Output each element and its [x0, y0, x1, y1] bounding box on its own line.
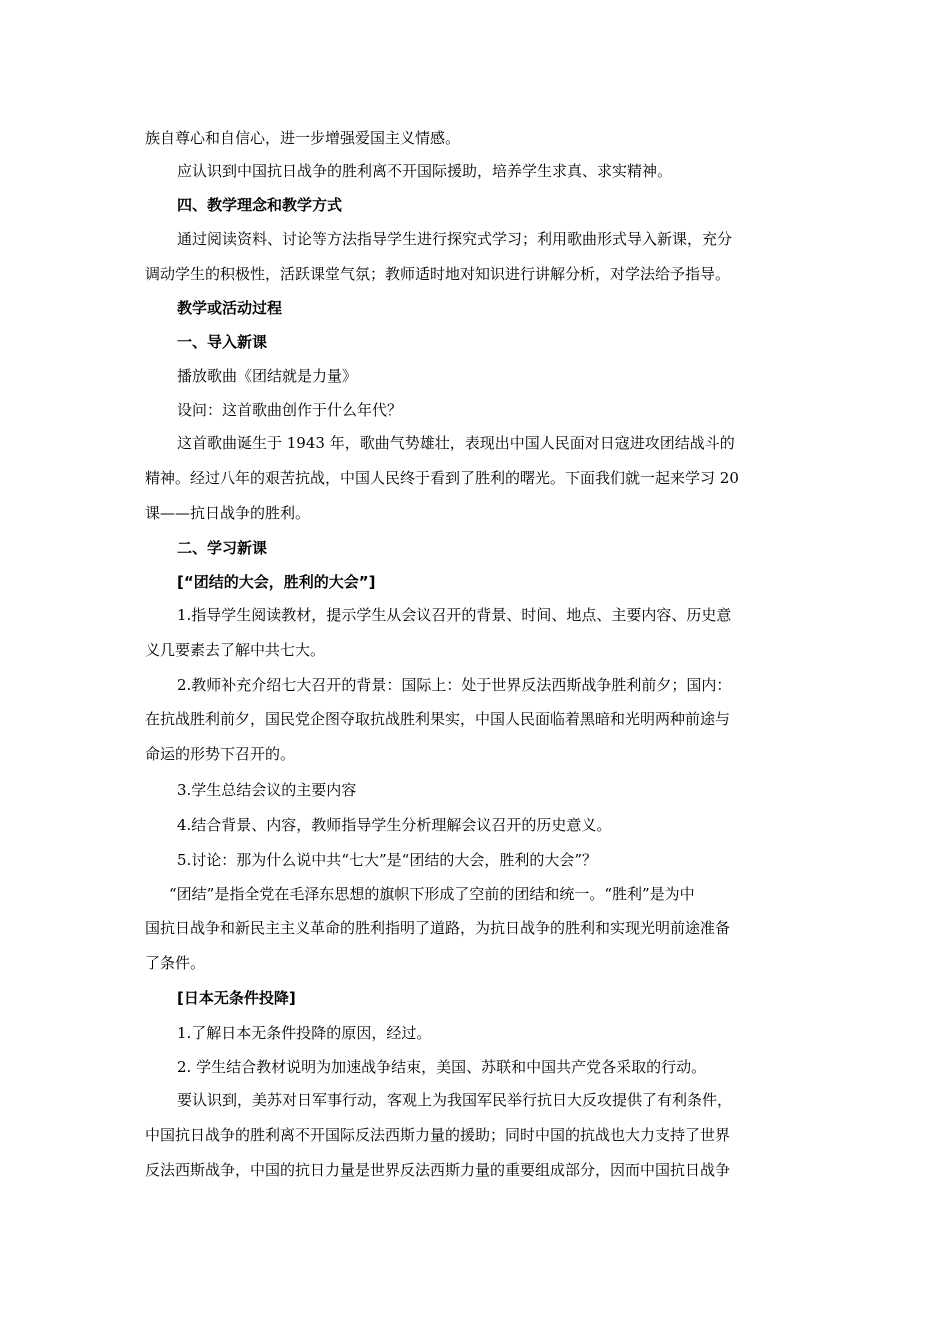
- text-line: 设问：这首歌曲创作于什么年代？: [177, 401, 403, 419]
- text-line: “团结”是指全党在毛泽东思想的旗帜下形成了空前的团结和统一。“胜利”是为中: [169, 885, 695, 903]
- text-line: 调动学生的积极性，活跃课堂气氛；教师适时地对知识进行讲解分析，对学法给予指导。: [145, 265, 731, 283]
- text-line: 命运的形势下召开的。: [145, 745, 296, 763]
- text-line: 3.学生总结会议的主要内容: [177, 781, 357, 799]
- text-line: 义几要素去了解中共七大。: [145, 641, 326, 659]
- text-line: 1.指导学生阅读教材，提示学生从会议召开的背景、时间、地点、主要内容、历史意: [177, 606, 732, 624]
- subsection-heading: [“团结的大会，胜利的大会”]: [177, 573, 376, 591]
- text-line: 国抗日战争和新民主主义革命的胜利指明了道路，为抗日战争的胜利和实现光明前途准备: [145, 919, 731, 937]
- text-line: 播放歌曲《团结就是力量》: [177, 367, 358, 385]
- text-line: 应认识到中国抗日战争的胜利离不开国际援助，培养学生求真、求实精神。: [177, 162, 673, 180]
- text-line: 1.了解日本无条件投降的原因，经过。: [177, 1024, 432, 1042]
- text-line: 精神。经过八年的艰苦抗战，中国人民终于看到了胜利的曙光。下面我们就一起来学习 20: [145, 469, 739, 487]
- text-line: 通过阅读资料、讨论等方法指导学生进行探究式学习；利用歌曲形式导入新课，充分: [177, 230, 733, 248]
- subsection-heading: [日本无条件投降]: [177, 989, 296, 1007]
- text-line: 族自尊心和自信心，进一步增强爱国主义情感。: [145, 129, 461, 147]
- text-line: 5.讨论：那为什么说中共“七大”是“团结的大会，胜利的大会”？: [177, 851, 597, 869]
- section-heading: 二、学习新课: [177, 539, 268, 557]
- text-line: 4.结合背景、内容，教师指导学生分析理解会议召开的历史意义。: [177, 816, 612, 834]
- text-line: 2.教师补充介绍七大召开的背景：国际上：处于世界反法西斯战争胜利前夕；国内：: [177, 676, 732, 694]
- text-line: 2. 学生结合教材说明为加速战争结束，美国、苏联和中国共产党各采取的行动。: [177, 1058, 707, 1076]
- text-line: 这首歌曲诞生于 1943 年，歌曲气势雄壮，表现出中国人民面对日寇进攻团结战斗的: [177, 434, 735, 452]
- text-line: 要认识到，美苏对日军事行动，客观上为我国军民举行抗日大反攻提供了有利条件，: [177, 1091, 733, 1109]
- text-line: 反法西斯战争，中国的抗日力量是世界反法西斯力量的重要组成部分，因而中国抗日战争: [145, 1161, 731, 1179]
- section-heading: 一、导入新课: [177, 333, 268, 351]
- section-heading: 教学或活动过程: [177, 299, 283, 317]
- section-heading: 四、教学理念和教学方式: [177, 196, 343, 214]
- text-line: 中国抗日战争的胜利离不开国际反法西斯力量的援助；同时中国的抗战也大力支持了世界: [145, 1126, 731, 1144]
- text-line: 了条件。: [145, 954, 206, 972]
- text-line: 课——抗日战争的胜利。: [145, 504, 311, 522]
- text-line: 在抗战胜利前夕，国民党企图夺取抗战胜利果实，中国人民面临着黑暗和光明两种前途与: [145, 710, 731, 728]
